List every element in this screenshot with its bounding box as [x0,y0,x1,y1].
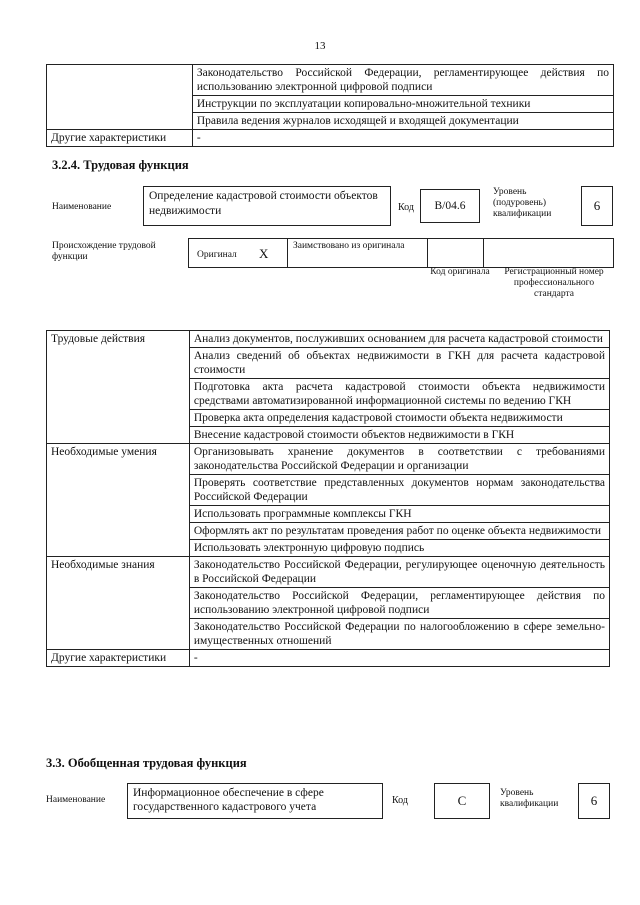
table-row [47,130,614,147]
table-cell [47,65,193,130]
table-cell: - [189,650,609,667]
table-row [47,65,614,96]
code-label: Код [392,795,408,806]
table-cell: Анализ сведений об объектах недвижимости в ГКН для расчета кадастровой стоимости [189,348,609,379]
table-row [47,444,610,475]
original-mark: X [259,246,269,261]
knowledge-label: Необходимые знания [47,557,190,650]
table-cell: Проверять соответствие представленных документов нормам законодательства Российской Федерации [189,475,609,506]
divider [483,239,484,267]
original-label: Оригинал [197,250,237,260]
table-cell: Проверка акта определения кадастровой стоимости объекта недвижимости [189,410,609,427]
code-original-label: Код оригинала [430,267,490,277]
table-cell: Законодательство Российской Федерации, регламентирующее действия по использованию электронной цифровой подписи [192,65,613,96]
level-box: 6 [578,783,610,819]
code-label: Код [398,202,414,213]
table-cell: Законодательство Российской Федерации, регулирующее оценочную деятельность в Российской Федерации [189,557,609,588]
origin-row [188,238,614,268]
origin-label: Происхождение трудовой функции [52,241,156,262]
table-cell: Правила ведения журналов исходящей и входящей документации [192,113,613,130]
divider [427,239,428,267]
table-cell: Другие характеристики [47,130,193,147]
level-label: Уровень квалификации [500,788,559,809]
actions-label: Трудовые действия [47,331,190,444]
divider [287,239,288,267]
name-label: Наименование [52,202,112,212]
table-cell: - [192,130,613,147]
level-label: Уровень (подуровень) квалификации [493,187,552,219]
table-cell: Законодательство Российской Федерации по налогообложению в сфере земельно-имущественных отношений [189,619,609,650]
table-row [47,650,610,667]
code-box: C [434,783,490,819]
top-continuation-table [46,64,614,147]
table-cell: Использовать электронную цифровую подпись [189,540,609,557]
reg-number-label: Регистрационный номер профессионального стандарта [504,267,604,299]
table-cell: Использовать программные комплексы ГКН [189,506,609,523]
table-cell: Оформлять акт по результатам проведения работ по оценке объекта недвижимости [189,523,609,540]
general-function-name-box: Информационное обеспечение в сфере государственного кадастрового учета [127,783,383,819]
code-box: B/04.6 [420,189,480,223]
function-name-box: Определение кадастровой стоимости объектов недвижимости [143,186,391,226]
name-label: Наименование [46,795,106,805]
borrowed-label: Заимствовано из оригинала [293,241,405,251]
level-box: 6 [581,186,613,226]
section-heading-324: 3.2.4. Трудовая функция [52,158,189,172]
table-cell: Законодательство Российской Федерации, регламентирующее действия по использованию электронной цифровой подписи [189,588,609,619]
other-label: Другие характеристики [47,650,190,667]
table-row [47,331,610,348]
table-cell: Подготовка акта расчета кадастровой стоимости объекта недвижимости средствами автоматизированной информационной системы по ведению ГКН [189,379,609,410]
table-cell: Организовывать хранение документов в соответствии с требованиями законодательства Российской Федерации и организации [189,444,609,475]
table-cell: Внесение кадастровой стоимости объектов недвижимости в ГКН [189,427,609,444]
table-cell: Анализ документов, послуживших основанием для расчета кадастровой стоимости [189,331,609,348]
skills-label: Необходимые умения [47,444,190,557]
section-heading-33: 3.3. Обобщенная трудовая функция [46,756,247,770]
table-cell: Инструкции по эксплуатации копировально-множительной техники [192,96,613,113]
table-row [47,557,610,588]
labor-function-table [46,330,610,667]
page-number: 13 [314,40,326,52]
